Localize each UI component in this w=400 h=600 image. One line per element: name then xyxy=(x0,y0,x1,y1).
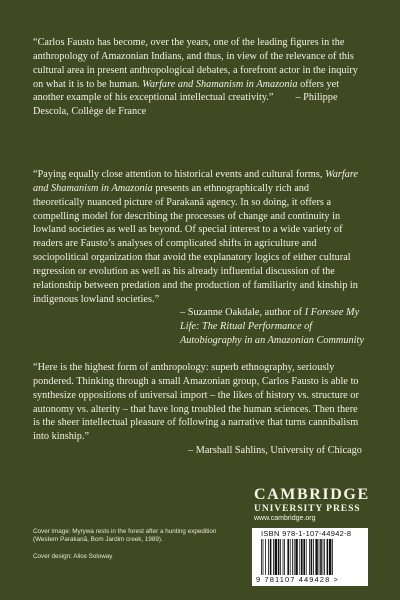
barcode-bar xyxy=(268,539,269,575)
blurb-attribution: – Philippe Descola, Collège de France xyxy=(33,92,338,118)
barcode-bar xyxy=(287,539,289,575)
barcode-bar xyxy=(295,539,297,575)
barcode-bar xyxy=(261,539,262,575)
barcode-bar xyxy=(283,539,284,575)
barcode-bar xyxy=(263,539,264,575)
book-title: Warfare and Shamanism in Amazonia xyxy=(142,78,298,90)
barcode-bar xyxy=(273,539,274,575)
barcode-bar xyxy=(290,539,291,575)
barcode-bar xyxy=(327,539,329,575)
cover-design-credit: Cover design: Alice Soloway xyxy=(33,553,113,560)
blurb-text: “Carlos Fausto has become, over the years, one of the leading figures in the anthropology of Amazonian Indians, and thus, in view of the relevance of this cultural area in present anthropological debates, a forefront actor in the inquiry on what it is to be human. xyxy=(33,37,358,90)
barcode-bar xyxy=(299,539,300,575)
barcode-bar xyxy=(278,539,280,575)
blurb-text: “Here is the highest form of anthropology: superb ethnography, seriously pondered. Thinking through a small Amazonian group, Carlos Fausto is able to synthesize oppositions of universal import – the likes of history vs. structure or autonomy vs. alterity – that have long troubled the human sciences. Then there is the sheer intellectual pleasure of following a narrative that turns cannibalism into kinship.” xyxy=(33,362,359,443)
credits xyxy=(33,528,233,561)
blurb-sahlins xyxy=(33,361,363,458)
barcode-bar xyxy=(265,539,266,575)
blurb-descola xyxy=(33,36,363,119)
blurb-text: “Paying equally close attention to historical events and cultural forms, xyxy=(33,169,326,180)
blurb-text: offers yet another example of his exceptional intellectual creativity.” xyxy=(33,78,340,104)
barcode-icon xyxy=(261,539,359,575)
blurb-attribution: – Marshall Sahlins, University of Chicago xyxy=(188,445,362,457)
barcode-bar xyxy=(311,539,313,575)
barcode-bar xyxy=(303,539,305,575)
isbn-label: ISBN 978-1-107-44942-8 xyxy=(261,529,352,538)
blurb-oakdale xyxy=(33,168,363,348)
publisher-name: CAMBRIDGE xyxy=(254,486,370,503)
barcode-bar xyxy=(320,539,322,575)
publisher-url: www.cambridge.org xyxy=(254,515,316,522)
barcode-bar xyxy=(306,539,307,575)
blurb-attribution: – Suzanne Oakdale, author of I Foresee My Life: The Ritual Performance of Autobiography in an Amazonian Community xyxy=(180,307,364,347)
barcode-bar xyxy=(270,539,272,575)
isbn-digits: 9 781107 449428 > xyxy=(256,575,339,584)
isbn-barcode-box xyxy=(252,528,368,586)
barcode-bar xyxy=(294,539,295,575)
barcode-bar xyxy=(319,539,320,575)
book-title: Warfare and Shamanism in Amazonia xyxy=(33,169,359,194)
barcode-bar xyxy=(284,539,285,575)
blurb-text: presents an ethnographically rich and theoretically nuanced picture of Parakanã agency. In so doing, it offers a compelling model for describing the processes of change and continuity in lowland societies as well as beyond. Of special interest to a wide variety of readers are Fausto’s analyses of complicated shifts in agriculture and sociopolitical organization that avoid the explanatory logics of either cultural regression or evolution as well as his already influential discussion of the relationship between predation and the production of familiarity and kinship in indigenous lowland societies.” xyxy=(33,182,358,305)
barcode-bar xyxy=(332,539,333,575)
barcode-bar xyxy=(315,539,317,575)
barcode-bar xyxy=(329,539,331,575)
publisher-subtitle: UNIVERSITY PRESS xyxy=(254,503,361,514)
barcode-bar xyxy=(324,539,325,575)
barcode-bar xyxy=(301,539,303,575)
barcode-bar xyxy=(275,539,277,575)
cover-image-credit: Cover image: Myrywa rests in the forest after a hunting expedition (Western Parakanã, Bom Jardim creek, 1989). xyxy=(33,528,217,543)
barcode-bar xyxy=(323,539,324,575)
barcode-bar xyxy=(309,539,310,575)
barcode-bar xyxy=(292,539,293,575)
barcode-bar xyxy=(313,539,314,575)
barcode-bar xyxy=(280,539,281,575)
